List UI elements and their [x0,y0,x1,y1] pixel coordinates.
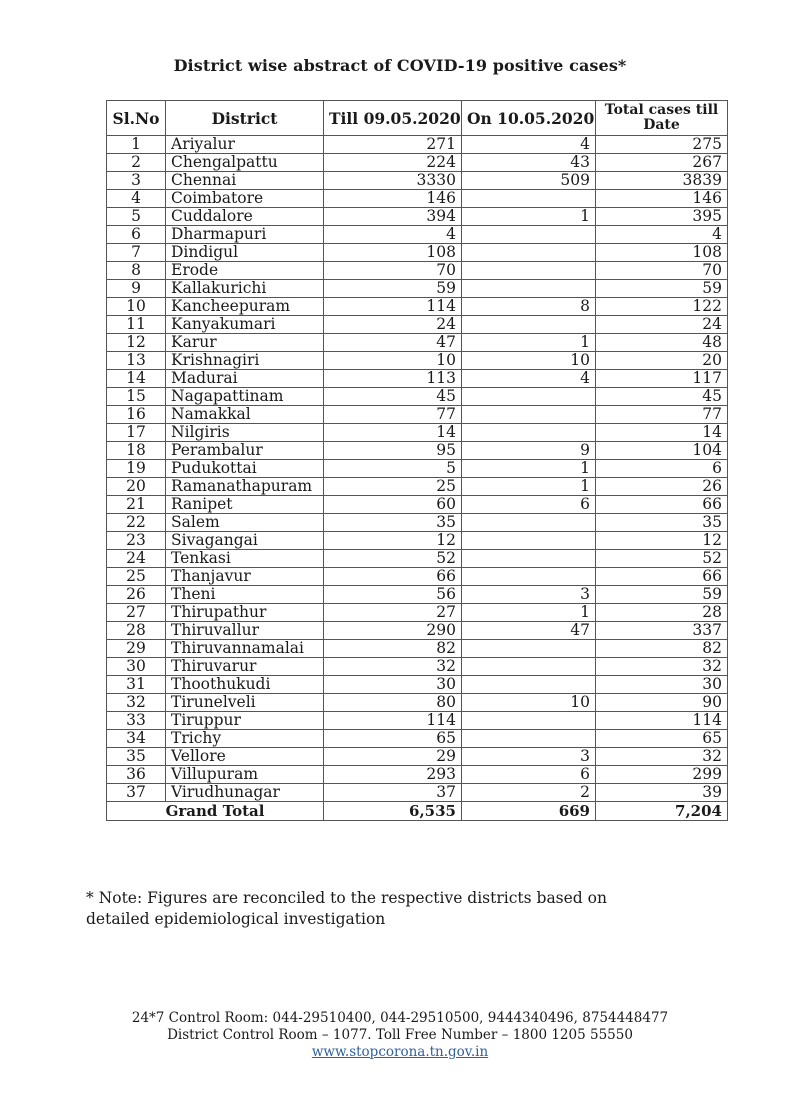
on-count: 3 [462,586,596,604]
website-link[interactable]: www.stopcorona.tn.gov.in [311,1044,489,1060]
district-name: Kanyakumari [166,316,324,334]
on-count: 9 [462,442,596,460]
grand-total-on: 669 [462,802,596,821]
table-row [107,154,728,172]
till-count: 56 [324,586,462,604]
sl-number: 4 [107,190,166,208]
header-on-date: On 10.05.2020 [462,101,596,136]
district-name: Kallakurichi [166,280,324,298]
district-name: Nagapattinam [166,388,324,406]
district-name: Dindigul [166,244,324,262]
total-count: 70 [596,262,728,280]
till-count: 29 [324,748,462,766]
table-row [107,730,728,748]
sl-number: 6 [107,226,166,244]
district-name: Erode [166,262,324,280]
total-count: 3839 [596,172,728,190]
grand-total-row [107,802,728,821]
total-count: 24 [596,316,728,334]
total-count: 14 [596,424,728,442]
table-row [107,622,728,640]
district-name: Tenkasi [166,550,324,568]
table-row [107,478,728,496]
till-count: 114 [324,712,462,730]
sl-number: 14 [107,370,166,388]
district-name: Virudhunagar [166,784,324,802]
sl-number: 20 [107,478,166,496]
total-count: 299 [596,766,728,784]
till-count: 27 [324,604,462,622]
on-count [462,640,596,658]
table-row [107,262,728,280]
on-count: 1 [462,208,596,226]
table-row [107,550,728,568]
district-name: Thiruvarur [166,658,324,676]
till-count: 70 [324,262,462,280]
total-count: 66 [596,568,728,586]
sl-number: 7 [107,244,166,262]
total-count: 77 [596,406,728,424]
total-count: 30 [596,676,728,694]
table-row [107,190,728,208]
till-count: 24 [324,316,462,334]
table-row [107,406,728,424]
on-count: 2 [462,784,596,802]
total-count: 52 [596,550,728,568]
table-row [107,424,728,442]
sl-number: 31 [107,676,166,694]
district-name: Pudukottai [166,460,324,478]
table-row [107,442,728,460]
on-count: 4 [462,136,596,154]
table-row [107,316,728,334]
on-count: 47 [462,622,596,640]
district-name: Chennai [166,172,324,190]
till-count: 12 [324,532,462,550]
till-count: 271 [324,136,462,154]
till-count: 25 [324,478,462,496]
footnote: * Note: Figures are reconciled to the respective districts based on detailed epidemiological investigation [86,889,607,928]
total-count: 114 [596,712,728,730]
table-header-row [107,101,728,136]
sl-number: 30 [107,658,166,676]
total-count: 39 [596,784,728,802]
district-name: Namakkal [166,406,324,424]
till-count: 45 [324,388,462,406]
table-body [107,136,728,802]
till-count: 35 [324,514,462,532]
table-row [107,640,728,658]
till-count: 52 [324,550,462,568]
sl-number: 18 [107,442,166,460]
sl-number: 33 [107,712,166,730]
district-name: Trichy [166,730,324,748]
till-count: 47 [324,334,462,352]
on-count [462,658,596,676]
till-count: 59 [324,280,462,298]
grand-total-till: 6,535 [324,802,462,821]
on-count: 43 [462,154,596,172]
till-count: 14 [324,424,462,442]
on-count [462,406,596,424]
on-count [462,730,596,748]
district-name: Karur [166,334,324,352]
on-count: 10 [462,352,596,370]
on-count: 6 [462,496,596,514]
total-count: 117 [596,370,728,388]
district-name: Salem [166,514,324,532]
sl-number: 34 [107,730,166,748]
total-count: 66 [596,496,728,514]
till-count: 60 [324,496,462,514]
till-count: 108 [324,244,462,262]
on-count: 10 [462,694,596,712]
table-row [107,244,728,262]
total-count: 90 [596,694,728,712]
table-row [107,298,728,316]
district-name: Thiruvannamalai [166,640,324,658]
district-name: Krishnagiri [166,352,324,370]
total-count: 45 [596,388,728,406]
till-count: 95 [324,442,462,460]
table-row [107,568,728,586]
sl-number: 17 [107,424,166,442]
sl-number: 24 [107,550,166,568]
total-count: 28 [596,604,728,622]
district-name: Ranipet [166,496,324,514]
on-count [462,316,596,334]
on-count [462,514,596,532]
total-count: 59 [596,586,728,604]
on-count: 1 [462,334,596,352]
district-name: Vellore [166,748,324,766]
on-count: 1 [462,604,596,622]
sl-number: 8 [107,262,166,280]
total-count: 20 [596,352,728,370]
sl-number: 29 [107,640,166,658]
district-control-line: District Control Room – 1077. Toll Free Number – 1800 1205 55550 [167,1027,633,1043]
till-count: 4 [324,226,462,244]
district-name: Thoothukudi [166,676,324,694]
total-count: 395 [596,208,728,226]
district-name: Tirunelveli [166,694,324,712]
total-count: 337 [596,622,728,640]
on-count [462,280,596,298]
till-count: 10 [324,352,462,370]
table-row [107,334,728,352]
table-row [107,766,728,784]
till-count: 224 [324,154,462,172]
sl-number: 11 [107,316,166,334]
total-count: 35 [596,514,728,532]
contact-footer [0,1010,800,1061]
table-row [107,748,728,766]
on-count: 8 [462,298,596,316]
on-count [462,712,596,730]
table-row [107,532,728,550]
table-row [107,496,728,514]
table-row [107,226,728,244]
on-count [462,262,596,280]
sl-number: 15 [107,388,166,406]
sl-number: 19 [107,460,166,478]
till-count: 5 [324,460,462,478]
till-count: 113 [324,370,462,388]
header-slno: Sl.No [107,101,166,136]
sl-number: 25 [107,568,166,586]
sl-number: 26 [107,586,166,604]
sl-number: 9 [107,280,166,298]
district-name: Coimbatore [166,190,324,208]
till-count: 37 [324,784,462,802]
total-count: 267 [596,154,728,172]
district-name: Ariyalur [166,136,324,154]
header-till-date: Till 09.05.2020 [324,101,462,136]
district-name: Thiruvallur [166,622,324,640]
district-name: Perambalur [166,442,324,460]
on-count [462,532,596,550]
on-count: 1 [462,478,596,496]
table-row [107,172,728,190]
on-count [462,190,596,208]
district-name: Villupuram [166,766,324,784]
on-count: 4 [462,370,596,388]
sl-number: 32 [107,694,166,712]
till-count: 3330 [324,172,462,190]
total-count: 6 [596,460,728,478]
header-total: Total cases till Date [596,101,728,136]
sl-number: 13 [107,352,166,370]
table-row [107,658,728,676]
on-count [462,424,596,442]
table-row [107,604,728,622]
table-row [107,784,728,802]
total-count: 275 [596,136,728,154]
table-row [107,514,728,532]
sl-number: 22 [107,514,166,532]
table-row [107,280,728,298]
till-count: 82 [324,640,462,658]
sl-number: 23 [107,532,166,550]
total-count: 48 [596,334,728,352]
sl-number: 1 [107,136,166,154]
till-count: 80 [324,694,462,712]
district-name: Theni [166,586,324,604]
sl-number: 10 [107,298,166,316]
sl-number: 21 [107,496,166,514]
sl-number: 12 [107,334,166,352]
table-row [107,460,728,478]
till-count: 146 [324,190,462,208]
total-count: 122 [596,298,728,316]
sl-number: 5 [107,208,166,226]
table-row [107,370,728,388]
on-count: 1 [462,460,596,478]
district-name: Cuddalore [166,208,324,226]
total-count: 82 [596,640,728,658]
district-name: Kancheepuram [166,298,324,316]
total-count: 32 [596,748,728,766]
on-count [462,244,596,262]
total-count: 59 [596,280,728,298]
on-count [462,226,596,244]
till-count: 114 [324,298,462,316]
on-count: 6 [462,766,596,784]
grand-total-total: 7,204 [596,802,728,821]
till-count: 65 [324,730,462,748]
district-name: Thanjavur [166,568,324,586]
till-count: 293 [324,766,462,784]
on-count [462,388,596,406]
total-count: 12 [596,532,728,550]
district-name: Ramanathapuram [166,478,324,496]
district-name: Dharmapuri [166,226,324,244]
table-row [107,586,728,604]
total-count: 146 [596,190,728,208]
on-count: 3 [462,748,596,766]
sl-number: 35 [107,748,166,766]
till-count: 66 [324,568,462,586]
table-row [107,208,728,226]
district-name: Tiruppur [166,712,324,730]
district-cases-table [106,100,728,821]
total-count: 4 [596,226,728,244]
district-name: Thirupathur [166,604,324,622]
sl-number: 36 [107,766,166,784]
till-count: 394 [324,208,462,226]
sl-number: 37 [107,784,166,802]
total-count: 26 [596,478,728,496]
total-count: 108 [596,244,728,262]
district-name: Madurai [166,370,324,388]
district-name: Nilgiris [166,424,324,442]
sl-number: 16 [107,406,166,424]
till-count: 77 [324,406,462,424]
document-title: District wise abstract of COVID-19 positive cases* [173,56,627,75]
on-count: 509 [462,172,596,190]
district-name: Chengalpattu [166,154,324,172]
sl-number: 28 [107,622,166,640]
header-district: District [166,101,324,136]
table-row [107,676,728,694]
grand-total-label: Grand Total [107,802,324,821]
till-count: 290 [324,622,462,640]
on-count [462,568,596,586]
till-count: 30 [324,676,462,694]
till-count: 32 [324,658,462,676]
total-count: 104 [596,442,728,460]
table-row [107,388,728,406]
control-room-line: 24*7 Control Room: 044-29510400, 044-29510500, 9444340496, 8754448477 [131,1010,669,1026]
district-name: Sivagangai [166,532,324,550]
table-row [107,712,728,730]
table-row [107,352,728,370]
sl-number: 2 [107,154,166,172]
total-count: 32 [596,658,728,676]
total-count: 65 [596,730,728,748]
table-row [107,136,728,154]
on-count [462,550,596,568]
sl-number: 27 [107,604,166,622]
on-count [462,676,596,694]
sl-number: 3 [107,172,166,190]
table-row [107,694,728,712]
